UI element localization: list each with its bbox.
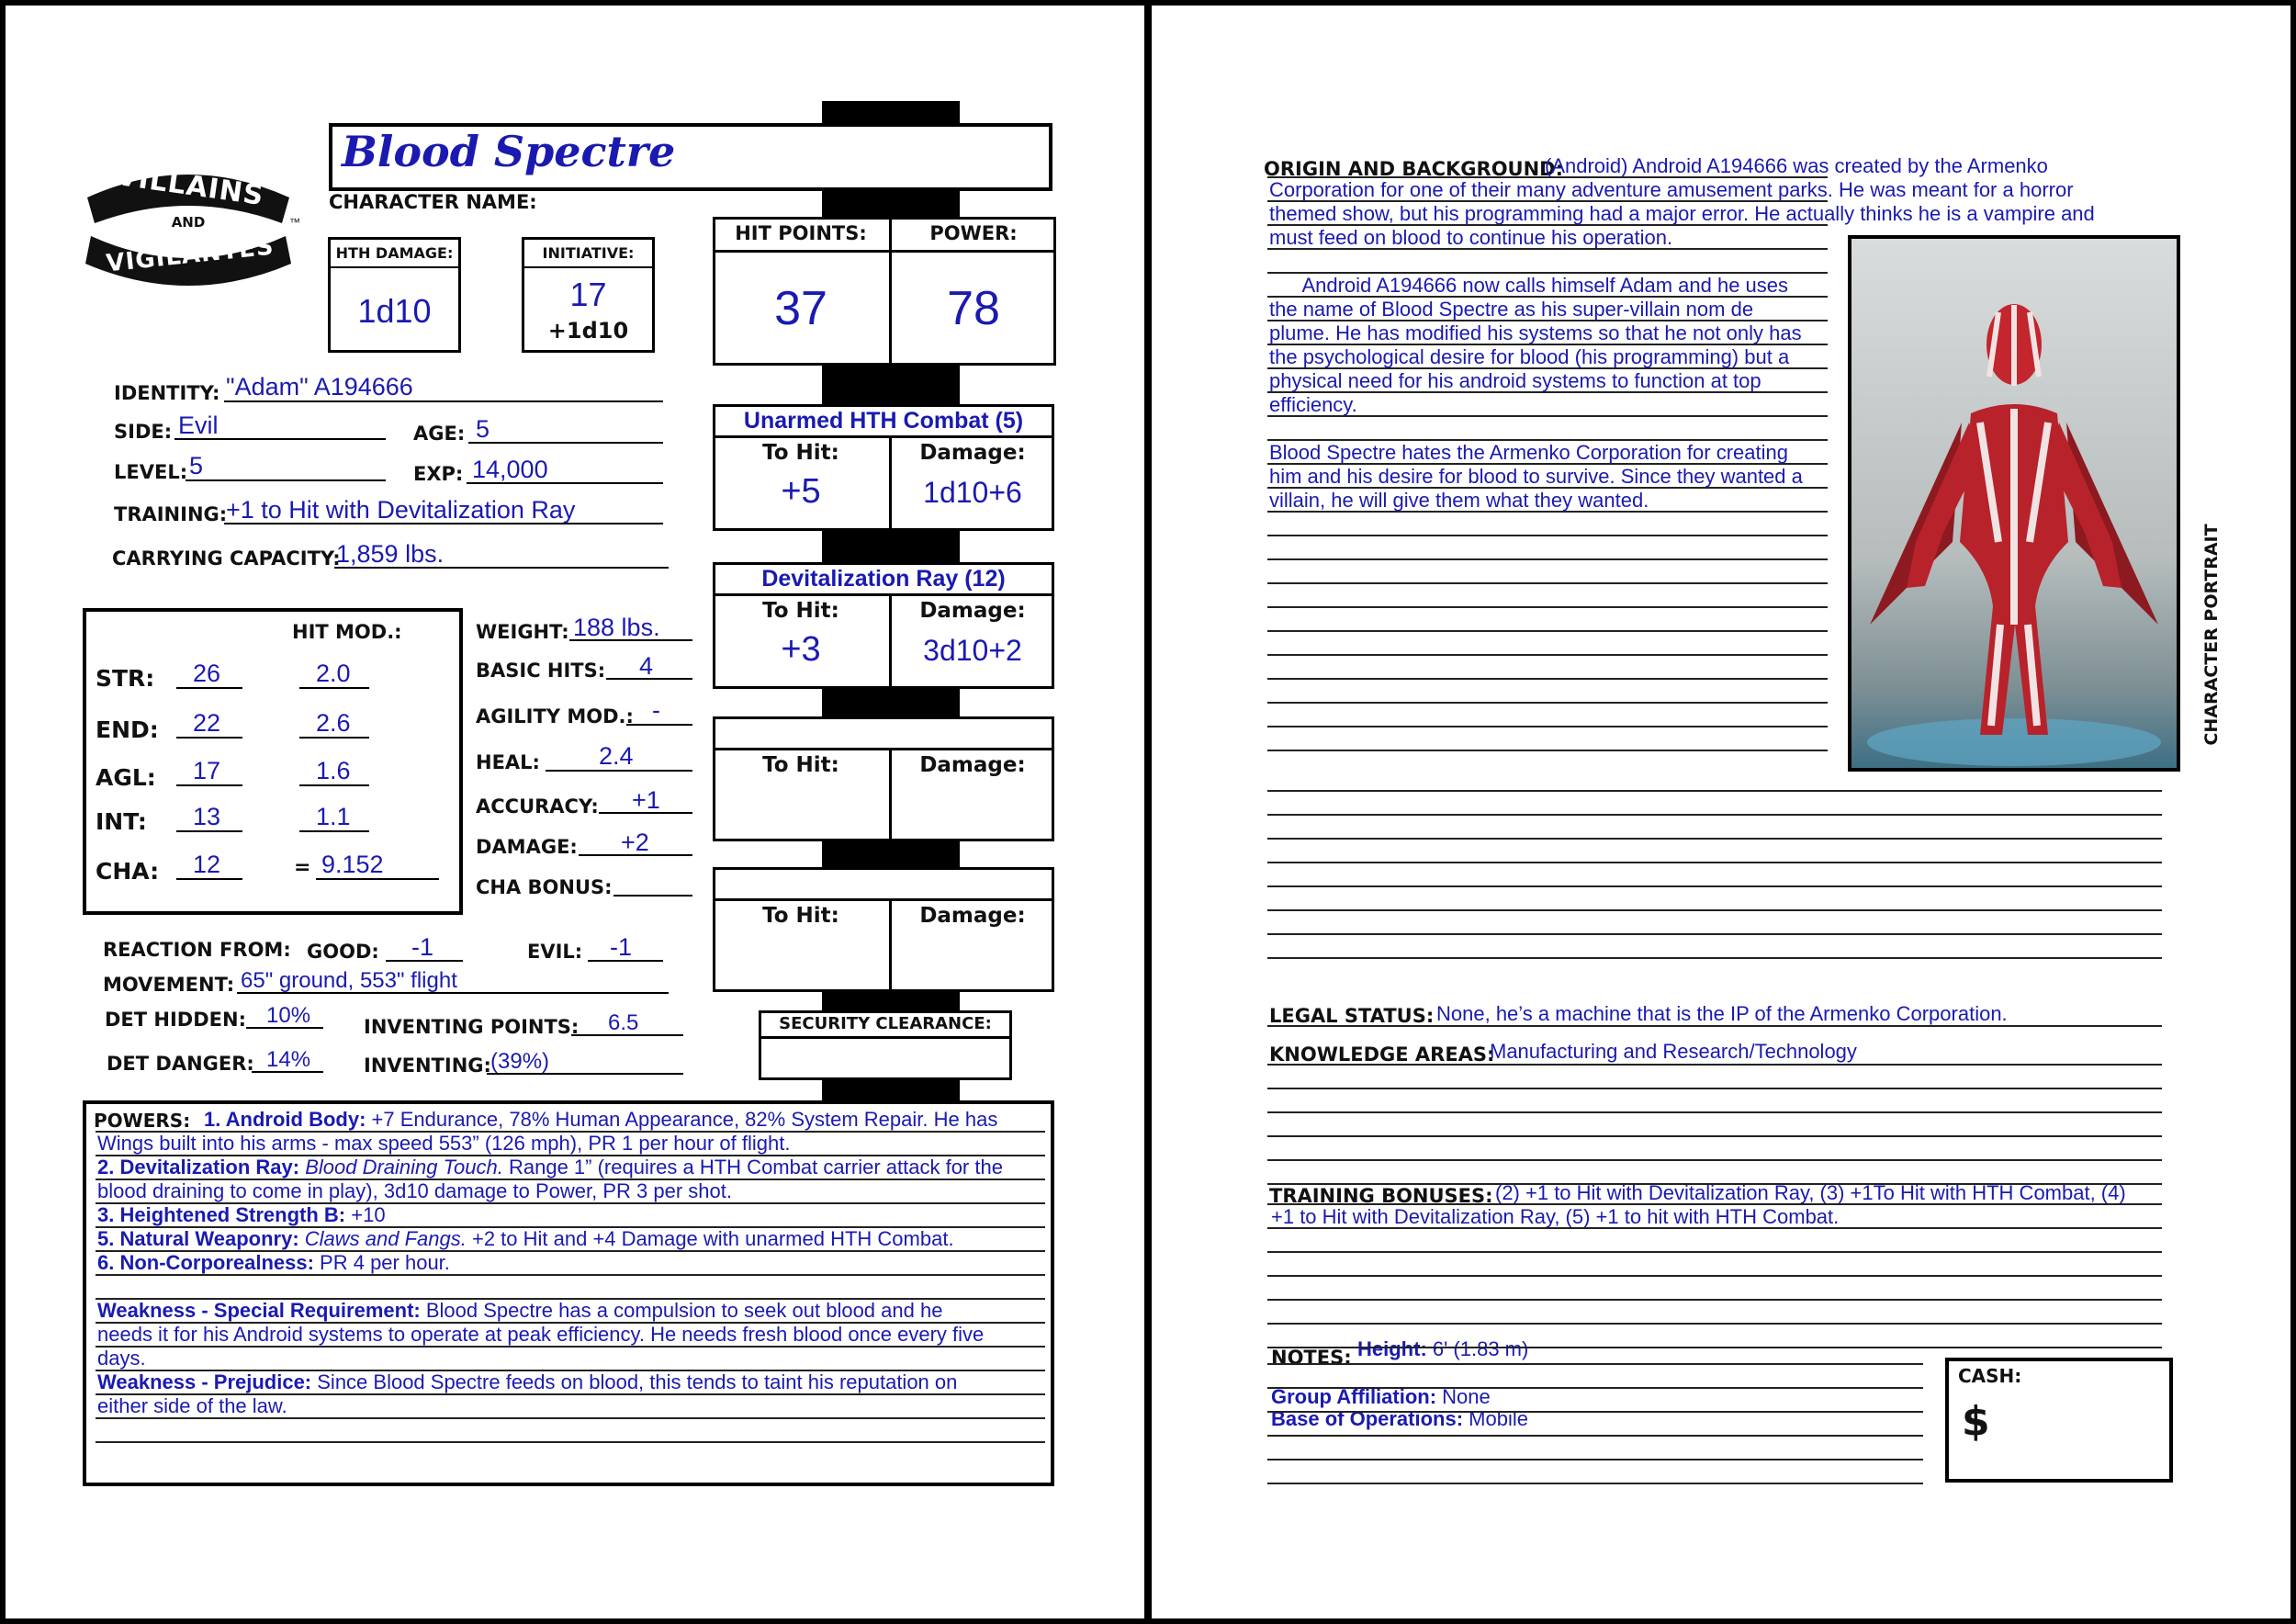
power-head: 3. Heightened Strength B: xyxy=(97,1203,346,1226)
origin-line: the name of Blood Spectre as his super-villain nom de xyxy=(1269,298,1754,321)
agility-mod-label: AGILITY MOD.: xyxy=(476,705,634,727)
weapon-to-hit-label: To Hit: xyxy=(762,441,839,465)
ruled-line xyxy=(1267,1025,2162,1027)
ruled-line xyxy=(1267,606,1828,608)
stat-value: 12 xyxy=(193,851,221,878)
reaction-evil-label: EVIL: xyxy=(527,941,583,963)
inventing-points-value: 6.5 xyxy=(608,1010,639,1035)
origin-line: Android A194666 now calls himself Adam and he uses xyxy=(1269,274,1789,297)
power-head: Weakness - Prejudice: xyxy=(97,1370,312,1393)
origin-line: must feed on blood to continue his operation. xyxy=(1269,226,1673,249)
inventing-points-label: INVENTING POINTS: xyxy=(364,1016,580,1038)
ruled-line xyxy=(1267,1159,2162,1161)
reaction-evil-line xyxy=(588,960,663,962)
accuracy-line xyxy=(599,812,692,814)
power-head: 6. Non-Corporealness: xyxy=(97,1251,314,1274)
hp-power-divider-h xyxy=(713,250,1056,253)
stat-value: 26 xyxy=(193,660,221,687)
hth-damage-divider xyxy=(328,266,461,268)
weapon-damage-value: 3d10+2 xyxy=(923,634,1022,667)
stat-mod: 2.0 xyxy=(316,660,351,687)
weapon-damage-value: 1d10+6 xyxy=(923,476,1022,509)
training-label: TRAINING: xyxy=(114,503,228,525)
basic-hits-label: BASIC HITS: xyxy=(476,660,606,682)
weapon-box-frame xyxy=(713,716,1054,841)
weapon-damage-label: Damage: xyxy=(919,753,1026,777)
ruled-line xyxy=(1267,1347,2162,1348)
ruled-line xyxy=(1267,1459,1923,1460)
powers-line xyxy=(204,1108,997,1132)
logo-and: AND xyxy=(171,214,206,231)
stat-value-line xyxy=(176,737,242,739)
ruled-line xyxy=(1267,1183,2162,1185)
origin-line: (Android) Android A194666 was created by the Armenko xyxy=(1545,154,2048,177)
note-text: 6' (1.83 m) xyxy=(1426,1337,1529,1360)
power-text: PR 4 per hour. xyxy=(313,1251,450,1274)
stat-mod: 1.1 xyxy=(316,803,351,830)
side-label: SIDE: xyxy=(114,421,173,443)
ruled-line xyxy=(1267,654,1828,656)
level-label: LEVEL: xyxy=(114,461,188,483)
character-name-value: Blood Spectre xyxy=(342,127,676,176)
logo-line2: VIGILANTES xyxy=(105,232,276,278)
reaction-evil-value: -1 xyxy=(610,933,633,961)
logo xyxy=(78,161,303,289)
det-danger-line xyxy=(252,1071,323,1073)
weapon-to-hit-value: +3 xyxy=(781,630,821,669)
initiative-bonus: +1d10 xyxy=(547,318,629,344)
power-value: 78 xyxy=(947,282,1000,335)
weapon-divider-h xyxy=(713,898,1054,901)
spine-bar-1 xyxy=(822,191,960,219)
notes-line xyxy=(1357,1337,1528,1361)
knowledge-areas-value: Manufacturing and Research/Technology xyxy=(1490,1040,1857,1063)
stat-mod: 1.6 xyxy=(316,757,351,784)
power-text: either side of the law. xyxy=(97,1394,287,1417)
hit-mod-label: HIT MOD.: xyxy=(292,621,402,643)
inventing-points-line xyxy=(571,1034,683,1036)
powers-line xyxy=(97,1347,146,1370)
cha-bonus-label: CHA BONUS: xyxy=(476,876,613,898)
movement-value: 65" ground, 553" flight xyxy=(241,968,457,993)
stat-value-line xyxy=(176,878,242,880)
stat-name: AGL: xyxy=(96,764,156,791)
spine-bar-3 xyxy=(822,531,960,562)
damage-line xyxy=(579,854,692,856)
level-value: 5 xyxy=(189,452,204,479)
logo-tm: ™ xyxy=(289,216,300,229)
cha-bonus-line xyxy=(613,895,692,897)
title-top-bar xyxy=(822,101,960,123)
stat-value-line xyxy=(176,687,242,689)
det-hidden-line xyxy=(246,1027,323,1029)
weapon-title: Unarmed HTH Combat (5) xyxy=(743,408,1024,434)
ruled-line xyxy=(1267,1064,2162,1066)
stat-name: STR: xyxy=(96,665,155,692)
power-italic: Claws and Fangs. xyxy=(298,1227,467,1250)
portrait-figure-icon xyxy=(1851,239,2177,768)
ruled-line xyxy=(1267,1203,2162,1205)
weapon-damage-label: Damage: xyxy=(919,904,1026,928)
training-bonuses-line: +1 to Hit with Devitalization Ray, (5) +1 to hit with HTH Combat. xyxy=(1271,1205,1840,1228)
stat-value-line xyxy=(176,830,242,832)
powers-line xyxy=(97,1370,957,1394)
stat-name: INT: xyxy=(96,808,147,835)
weapon-to-hit-label: To Hit: xyxy=(762,599,839,623)
carrying-capacity-value: 1,859 lbs. xyxy=(336,540,445,568)
weapon-to-hit-value: +5 xyxy=(781,472,821,511)
power-text: +7 Endurance, 78% Human Appearance, 82% System Repair. He has xyxy=(366,1108,998,1131)
stat-mod: 2.6 xyxy=(316,709,351,737)
identity-value: "Adam" A194666 xyxy=(226,373,413,400)
power-text: Blood Spectre has a compulsion to seek out blood and he xyxy=(420,1299,943,1322)
ruled-line xyxy=(1267,1483,1923,1484)
ruled-line xyxy=(1267,1363,1923,1365)
ruled-line xyxy=(1267,1411,1923,1413)
logo-line1: VILLAINS xyxy=(114,159,266,213)
note-text: Mobile xyxy=(1463,1407,1528,1430)
power-text: blood draining to come in play), 3d10 damage to Power, PR 3 per shot. xyxy=(97,1179,732,1202)
hit-points-value: 37 xyxy=(774,282,827,335)
reaction-good-line xyxy=(386,960,463,962)
reaction-from-label: REACTION FROM: xyxy=(103,939,291,961)
weapon-to-hit-label: To Hit: xyxy=(762,753,839,777)
stat-value: 22 xyxy=(193,709,221,737)
powers-label: POWERS: xyxy=(94,1110,191,1132)
exp-line xyxy=(467,482,663,484)
ruled-line xyxy=(1267,630,1828,632)
character-name-label: CHARACTER NAME: xyxy=(329,191,537,213)
ruled-line xyxy=(1267,957,2162,959)
origin-line: him and his desire for blood to survive. Since they wanted a xyxy=(1269,465,1803,488)
initiative-divider xyxy=(522,266,655,268)
powers-line xyxy=(97,1156,1003,1179)
weapon-divider-h xyxy=(713,435,1054,438)
training-line xyxy=(224,523,663,524)
training-bonuses-label: TRAINING BONUSES: xyxy=(1269,1185,1493,1207)
weapon-damage-label: Damage: xyxy=(919,441,1026,465)
powers-line xyxy=(97,1323,984,1347)
carrying-capacity-label: CARRYING CAPACITY: xyxy=(112,547,341,570)
ruled-line xyxy=(1267,909,2162,911)
exp-label: EXP: xyxy=(413,463,464,485)
ruled-line xyxy=(1267,750,1828,751)
ruled-line xyxy=(1267,535,1828,536)
heal-line xyxy=(546,770,692,772)
ruled-line xyxy=(1267,1387,1923,1389)
reaction-good-value: -1 xyxy=(411,933,434,961)
initiative-value: 17 xyxy=(569,276,607,313)
power-text: days. xyxy=(97,1347,146,1370)
stat-mod: 9.152 xyxy=(321,851,384,878)
basic-hits-line xyxy=(606,678,692,680)
ruled-line xyxy=(1267,1227,2162,1229)
det-danger-value: 14% xyxy=(266,1047,311,1072)
ruled-line xyxy=(1267,814,2162,816)
identity-label: IDENTITY: xyxy=(114,382,220,404)
heal-value: 2.4 xyxy=(599,742,634,770)
power-head: Weakness - Special Requirement: xyxy=(97,1299,421,1322)
training-bonuses-line: (2) +1 to Hit with Devitalization Ray, (3) +1To Hit with HTH Combat, (4) xyxy=(1495,1181,2126,1204)
ruled-line xyxy=(1267,862,2162,863)
heal-label: HEAL: xyxy=(476,751,540,773)
side-line xyxy=(174,438,386,440)
stat-mod-line xyxy=(316,878,439,880)
power-text: Range 1” (requires a HTH Combat carrier attack for the xyxy=(502,1156,1003,1179)
power-italic: Blood Draining Touch. xyxy=(299,1156,503,1179)
basic-hits-value: 4 xyxy=(639,652,654,680)
agility-mod-value: - xyxy=(652,696,660,724)
ruled-line xyxy=(1267,678,1828,680)
power-text: Wings built into his arms - max speed 553” (126 mph), PR 1 per hour of flight. xyxy=(97,1132,791,1155)
powers-line xyxy=(97,1299,942,1323)
stat-value: 13 xyxy=(193,803,221,830)
ruled-line xyxy=(1267,1299,2162,1301)
spine-bar-4 xyxy=(822,689,960,716)
security-divider xyxy=(759,1036,1012,1039)
notes-label: NOTES: xyxy=(1271,1347,1352,1369)
ruled-line xyxy=(1267,933,2162,935)
stat-name: END: xyxy=(96,716,159,743)
portrait-label: CHARACTER PORTRAIT xyxy=(2201,524,2222,746)
origin-line: themed show, but his programming had a major error. He actually thinks he is a vampire and xyxy=(1269,202,2095,225)
origin-line: Blood Spectre hates the Armenko Corporation for creating xyxy=(1269,441,1788,464)
weight-label: WEIGHT: xyxy=(476,621,569,643)
weapon-title: Devitalization Ray (12) xyxy=(761,566,1006,592)
initiative-label: INITIATIVE: xyxy=(542,244,635,262)
ruled-line xyxy=(1267,1435,1923,1437)
powers-line xyxy=(97,1179,732,1203)
reaction-good-label: GOOD: xyxy=(307,941,379,963)
powers-line xyxy=(97,1203,386,1227)
damage-value: +2 xyxy=(621,829,649,856)
ruled-line xyxy=(1267,1275,2162,1277)
hth-damage-value: 1d10 xyxy=(357,292,432,330)
ruled-line xyxy=(1267,1135,2162,1137)
stat-equals: = xyxy=(294,856,311,879)
knowledge-areas-label: KNOWLEDGE AREAS: xyxy=(1269,1043,1495,1066)
identity-line xyxy=(224,400,663,402)
det-danger-label: DET DANGER: xyxy=(107,1053,254,1075)
ruled-line xyxy=(1267,790,2162,792)
age-line xyxy=(468,442,663,444)
accuracy-label: ACCURACY: xyxy=(476,795,599,818)
power-head: 5. Natural Weaponry: xyxy=(97,1227,299,1250)
origin-line: villain, he will give them what they wanted. xyxy=(1269,489,1649,512)
spine-bar-5 xyxy=(822,841,960,867)
weapon-damage-label: Damage: xyxy=(919,599,1026,623)
stat-value-line xyxy=(176,784,242,786)
cash-label: CASH: xyxy=(1958,1365,2022,1387)
inventing-line xyxy=(487,1073,683,1075)
hth-damage-label: HTH DAMAGE: xyxy=(335,244,454,262)
security-clearance-label: SECURITY CLEARANCE: xyxy=(779,1014,992,1033)
origin-line: Corporation for one of their many adventure amusement parks. He was meant for a horror xyxy=(1269,178,2074,201)
inventing-value: (39%) xyxy=(490,1049,550,1074)
exp-value: 14,000 xyxy=(472,456,548,483)
weapon-to-hit-label: To Hit: xyxy=(762,904,839,928)
ruled-line xyxy=(1267,1251,2162,1253)
ruled-line xyxy=(1267,726,1828,727)
powers-line xyxy=(97,1227,954,1251)
level-line xyxy=(186,479,386,481)
stat-mod-line xyxy=(299,737,369,739)
powers-line xyxy=(97,1251,450,1275)
ruled-line xyxy=(96,1441,1045,1443)
carrying-capacity-line xyxy=(334,567,669,569)
character-portrait xyxy=(1848,235,2180,772)
weapon-box-frame xyxy=(713,867,1054,992)
weight-value: 188 lbs. xyxy=(573,614,660,641)
det-hidden-value: 10% xyxy=(266,1003,311,1028)
powers-line xyxy=(97,1394,287,1418)
legal-status-label: LEGAL STATUS: xyxy=(1269,1005,1435,1027)
power-head: 2. Devitalization Ray: xyxy=(97,1156,300,1179)
weapon-divider-h xyxy=(713,593,1054,596)
ruled-line xyxy=(1267,1111,2162,1113)
powers-line xyxy=(97,1132,790,1156)
training-value: +1 to Hit with Devitalization Ray xyxy=(226,496,576,524)
note-head: Height: xyxy=(1357,1337,1427,1360)
ruled-line xyxy=(1267,582,1828,584)
power-text: +10 xyxy=(345,1203,386,1226)
det-hidden-label: DET HIDDEN: xyxy=(105,1009,246,1031)
ruled-line xyxy=(1267,558,1828,560)
stat-mod-line xyxy=(299,784,369,786)
power-text: Since Blood Spectre feeds on blood, this tends to taint his reputation on xyxy=(311,1370,958,1393)
origin-line: efficiency. xyxy=(1269,393,1357,416)
ruled-line xyxy=(1267,1323,2162,1325)
side-value: Evil xyxy=(178,412,219,439)
spine-bar-2 xyxy=(822,366,960,404)
legal-status-value: None, he’s a machine that is the IP of the Armenko Corporation. xyxy=(1436,1002,2008,1025)
movement-line xyxy=(237,992,669,994)
note-head: Group Affiliation: xyxy=(1271,1385,1437,1408)
ruled-line xyxy=(1267,702,1828,704)
note-text: None xyxy=(1436,1385,1491,1408)
power-head: 1. Android Body: xyxy=(204,1108,366,1131)
weight-line xyxy=(569,639,692,641)
accuracy-value: +1 xyxy=(632,786,660,814)
ruled-line xyxy=(1267,885,2162,887)
origin-line: physical need for his android systems to function at top xyxy=(1269,369,1761,392)
ruled-line xyxy=(1267,838,2162,840)
cash-symbol: $ xyxy=(1962,1398,1990,1445)
origin-label: ORIGIN AND BACKGROUND: xyxy=(1264,158,1564,180)
stat-mod-line xyxy=(299,830,369,832)
note-head: Base of Operations: xyxy=(1271,1407,1464,1430)
age-label: AGE: xyxy=(413,423,466,445)
ruled-line xyxy=(1267,1088,2162,1089)
spine-bar-7 xyxy=(822,1080,960,1100)
weapon-divider-h xyxy=(713,748,1054,750)
spine-bar-6 xyxy=(822,992,960,1010)
stat-value: 17 xyxy=(193,757,221,784)
age-value: 5 xyxy=(476,415,490,443)
inventing-label: INVENTING: xyxy=(364,1054,491,1077)
stat-mod-line xyxy=(299,687,369,689)
agility-mod-line xyxy=(626,724,692,726)
movement-label: MOVEMENT: xyxy=(103,974,235,996)
power-label: POWER: xyxy=(929,222,1018,244)
hit-points-label: HIT POINTS: xyxy=(735,222,867,244)
damage-label: DAMAGE: xyxy=(476,836,578,858)
power-text: +2 to Hit and +4 Damage with unarmed HTH Combat. xyxy=(466,1227,954,1250)
power-text: needs it for his Android systems to operate at peak efficiency. He needs fresh blood once every five xyxy=(97,1323,985,1346)
origin-line: the psychological desire for blood (his programming) but a xyxy=(1269,345,1790,368)
stat-name: CHA: xyxy=(96,858,160,885)
origin-line: plume. He has modified his systems so that he not only has xyxy=(1269,321,1802,344)
